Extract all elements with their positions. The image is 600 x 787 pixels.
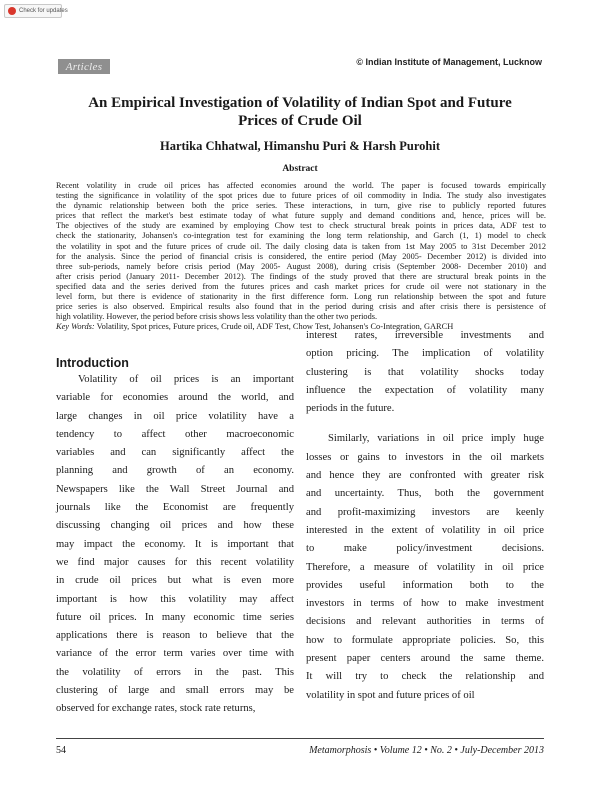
text-line: check the stationarity, Johansen's co-integration test for examining the long term relationship, and Garch (1, 1) model to check [56,231,546,241]
text-line: large changes in oil price volatility have a [56,410,294,422]
text-line: variables and can significantly affect the [56,447,294,459]
page-number: 54 [56,745,66,756]
text-line: interested in the extent of volatility in oil price [306,524,544,536]
text-line: after crisis period (January 2011- December 2012). The findings of the study proved that there are structural break points in the [56,271,546,281]
check-for-updates-label: Check for updates [19,8,68,14]
text-line: for the analysis. Since the period of financial crisis is considered, the entire period (May 2005- December 2012) is divided into [56,251,546,261]
text-line: The objectives of the study are examined by employing Chow test to check structural break points in prices data, ADF test to [56,221,546,231]
text-line: the volatility of errors in the past. This [56,666,294,678]
text-line: tendency to affect other macroeconomic [56,428,294,440]
abstract-heading: Abstract [282,164,318,174]
text-line: losses or gains to investors in the oil markets [306,451,544,463]
text-line: price series is also observed. Empirical results also found that in the period during crisis and after crisis there is persistence of [56,302,546,312]
text-line: influence the expectation of volatility many [306,384,544,396]
text-line: option pricing. The implication of volatility [306,348,544,360]
text-line: how to formulate appropriate policies. So, this [306,634,544,646]
text-line: Therefore, a measure of volatility in oil price [306,561,544,573]
text-line: observed for exchange rates, stock rate returns, [56,703,256,715]
text-line: prices that reflect the market's best estimate today of what future supply and demand conditions and, hence, prices will be. [56,211,546,221]
text-line: and hence they are confronted with greater risk [306,470,544,482]
text-line: Recent volatility in crude oil prices has affected economies around the world. The paper is focused towards empirically [56,181,546,190]
text-line: and profit-maximizing investors are keenly [306,506,544,518]
text-line: important is how this volatility may affect [56,593,294,605]
text-line: and uncertainty. Thus, both the government [306,488,544,500]
text-line: planning and growth of an economy. [56,465,294,477]
body-column-left [56,371,294,719]
text-line: provides useful information both to the [306,579,544,591]
text-line: variance of the error term varies over time with [56,648,294,660]
text-line: journals like the Economist are frequently [56,502,294,514]
text-line: Newspapers like the Wall Street Journal and [56,483,294,495]
body-column-right [306,327,544,705]
text-line: specified data and the series derived from the futures prices and cash market prices for crude oil were not stationary in the [56,281,546,291]
paper-title [58,94,542,130]
text-line: periods in the future. [306,403,395,415]
introduction-heading: Introduction [56,356,129,370]
text-line: future oil prices. In many economic time series [56,611,294,623]
text-line: volatility in spot and future prices of oil [306,689,475,701]
text-line: applications there is reason to believe that the [56,630,294,642]
text-line: variable for economies around the world, and [56,392,294,404]
text-line: investors in terms of how to make investment [306,598,544,610]
text-line: level form, but there is evidence of stationarity in the first difference form. Long run relationship between the spot and future [56,292,546,302]
abstract-body [56,181,546,322]
journal-citation: Metamorphosis • Volume 12 • No. 2 • July-December 2013 [309,745,544,756]
footer-divider [56,738,544,739]
text-line: we find major causes for this recent volatility [56,556,294,568]
crossmark-icon [8,7,16,15]
section-badge: Articles [58,59,110,74]
text-line: decisions and relevant authorities in terms of [306,616,544,628]
text-line: Volatility of oil prices is an important [78,374,294,385]
text-line: clustering of large and small errors may be [56,685,294,697]
text-line: Similarly, variations in oil price imply huge [328,433,544,445]
check-for-updates-button[interactable] [4,4,68,18]
paragraph [306,430,544,704]
text-line: It will try to check the relationship and [306,671,544,683]
text-line: three sub-periods, namely before crisis period (May 2005- August 2008), during crisis (September 2008- December 2010) and [56,261,546,271]
text-line: the dynamic relationship between both the price series. These interactions, in turn, give rise to publicly reported futures [56,201,546,211]
keywords-label: Key Words: [56,322,95,331]
keywords-text: Volatility, Spot prices, Future prices, Crude oil, ADF Test, Chow Test, Johansen's Co-Integration, GARCH [94,322,454,331]
text-line: testing the significance in volatility of the spot prices due to future prices of oil commodity in India. The study also investigates [56,191,546,201]
text-line: interest rates, irreversible investments and [306,330,544,341]
copyright-notice: © Indian Institute of Management, Lucknow [356,57,542,67]
text-line: high volatility. However, the period before crisis shows less volatility than the other two periods. [56,312,378,322]
text-line: clustering is that volatility shocks today [306,366,544,378]
text-line: in crude oil prices but what is even more [56,575,294,587]
text-line: discussing changing oil prices and how these [56,520,294,532]
paragraph [306,327,544,418]
title-line-1: An Empirical Investigation of Volatility of Indian Spot and Future [88,95,512,111]
title-line-2: Prices of Crude Oil [238,113,362,129]
author-list: Hartika Chhatwal, Himanshu Puri & Harsh Purohit [159,139,440,153]
text-line: the volatility in spot and the future prices of crude oil. The daily closing data is taken from 1st May 2005 to 31st December 2012 [56,241,546,251]
text-line: present paper centers around the same theme. [306,653,544,665]
text-line: may impact the economy. It is important that [56,538,294,550]
text-line: to make policy/investment decisions. [306,543,544,555]
